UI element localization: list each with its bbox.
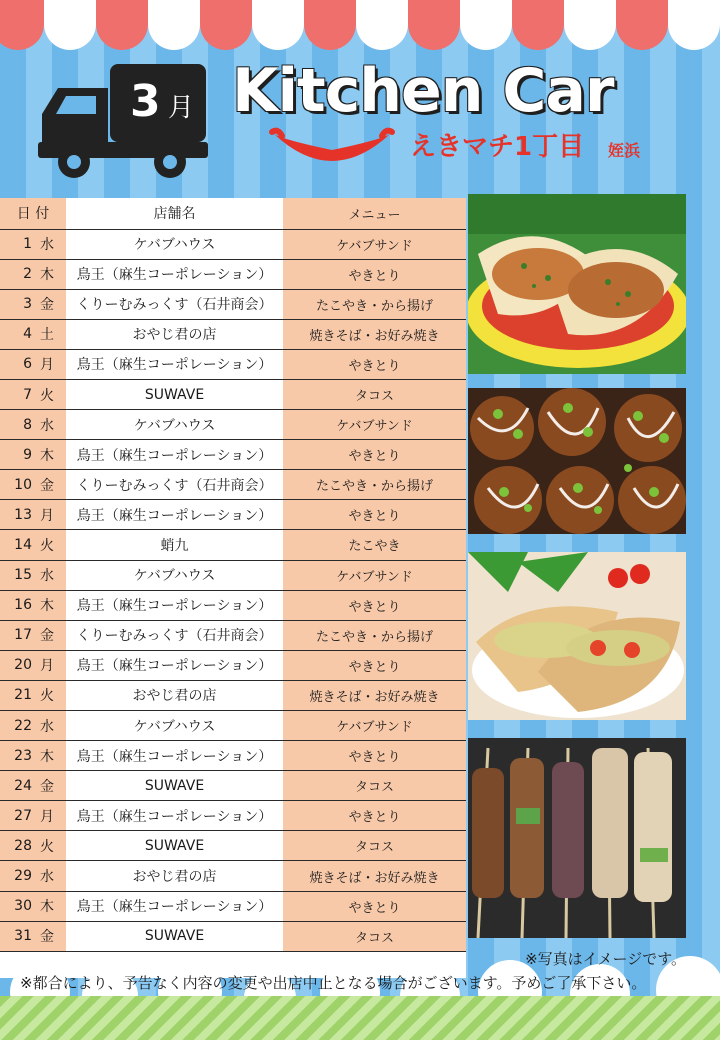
cell-day: 1	[0, 229, 38, 259]
cell-menu: やきとり	[283, 741, 466, 771]
cell-day: 9	[0, 440, 38, 470]
awning-scallop	[668, 0, 720, 50]
yakitori-photo	[468, 738, 686, 938]
awning-scallop	[460, 0, 512, 50]
cell-day: 14	[0, 530, 38, 560]
page-subtitle: えきマチ1丁目	[410, 132, 585, 162]
table-row	[0, 680, 466, 710]
awning-scallop	[616, 0, 668, 50]
cell-day: 30	[0, 891, 38, 921]
kebab-sandwich-photo	[468, 552, 686, 720]
cell-shop: おやじ君の店	[66, 319, 283, 349]
table-row	[0, 831, 466, 861]
cell-shop: おやじ君の店	[66, 680, 283, 710]
cell-shop: 鳥王（麻生コーポレーション）	[66, 741, 283, 771]
truck-icon	[34, 62, 209, 182]
cell-shop: おやじ君の店	[66, 861, 283, 891]
table-row	[0, 410, 466, 440]
awning-scallop	[408, 0, 460, 50]
table-row	[0, 530, 466, 560]
awning-scallop	[252, 0, 304, 50]
cell-shop: 鳥王（麻生コーポレーション）	[66, 590, 283, 620]
cell-menu: やきとり	[283, 500, 466, 530]
cell-menu: タコス	[283, 921, 466, 951]
cell-shop: 鳥王（麻生コーポレーション）	[66, 259, 283, 289]
awning-banner	[0, 0, 720, 52]
cell-weekday: 木	[38, 440, 66, 470]
table-row	[0, 771, 466, 801]
table-row	[0, 259, 466, 289]
awning-scallop	[148, 0, 200, 50]
table-row	[0, 590, 466, 620]
cell-shop: くりーむみっくす（石井商会）	[66, 289, 283, 319]
cell-day: 31	[0, 921, 38, 951]
cell-menu: ケバブサンド	[283, 560, 466, 590]
cell-weekday: 木	[38, 891, 66, 921]
cell-day: 3	[0, 289, 38, 319]
table-header-row	[0, 198, 466, 229]
cell-menu: ケバブサンド	[283, 229, 466, 259]
cell-weekday: 水	[38, 861, 66, 891]
cell-weekday: 金	[38, 921, 66, 951]
cell-weekday: 金	[38, 771, 66, 801]
cell-weekday: 月	[38, 349, 66, 379]
takoyaki-photo	[468, 388, 686, 534]
table-row	[0, 650, 466, 680]
table-row	[0, 349, 466, 379]
cell-day: 24	[0, 771, 38, 801]
cell-day: 2	[0, 259, 38, 289]
cell-day: 28	[0, 831, 38, 861]
location-label: 姪浜	[608, 141, 641, 160]
cell-menu: たこやき・から揚げ	[283, 470, 466, 500]
cell-day: 16	[0, 590, 38, 620]
awning-scallop	[200, 0, 252, 50]
cell-day: 4	[0, 319, 38, 349]
tacos-photo	[468, 194, 686, 374]
table-row	[0, 711, 466, 741]
table-row	[0, 440, 466, 470]
awning-scallop	[564, 0, 616, 50]
cell-menu: 焼きそば・お好み焼き	[283, 861, 466, 891]
cell-day: 10	[0, 470, 38, 500]
header-day: 日 付	[0, 198, 66, 229]
cell-weekday: 月	[38, 500, 66, 530]
cell-menu: やきとり	[283, 801, 466, 831]
cell-shop: 鳥王（麻生コーポレーション）	[66, 440, 283, 470]
cell-weekday: 火	[38, 831, 66, 861]
cell-shop: ケバブハウス	[66, 229, 283, 259]
cell-menu: やきとり	[283, 590, 466, 620]
table-row	[0, 741, 466, 771]
cell-weekday: 金	[38, 620, 66, 650]
cell-weekday: 火	[38, 379, 66, 409]
cell-weekday: 水	[38, 229, 66, 259]
header-menu: メニュー	[283, 198, 466, 229]
table-row	[0, 801, 466, 831]
cell-weekday: 金	[38, 470, 66, 500]
cell-shop: 鳥王（麻生コーポレーション）	[66, 349, 283, 379]
page-title: Kitchen Car	[232, 56, 614, 126]
cell-weekday: 金	[38, 289, 66, 319]
header-shop: 店舗名	[66, 198, 283, 229]
disclaimer-note: ※都合により、予告なく内容の変更や出店中止となる場合がございます。予めご了承下さい。	[20, 974, 647, 992]
cell-shop: ケバブハウス	[66, 410, 283, 440]
cell-shop: SUWAVE	[66, 379, 283, 409]
cell-shop: 鳥王（麻生コーポレーション）	[66, 891, 283, 921]
cell-shop: SUWAVE	[66, 771, 283, 801]
cell-shop: SUWAVE	[66, 831, 283, 861]
table-row	[0, 319, 466, 349]
cell-weekday: 水	[38, 560, 66, 590]
cell-menu: 焼きそば・お好み焼き	[283, 319, 466, 349]
cell-weekday: 火	[38, 680, 66, 710]
cell-menu: やきとり	[283, 259, 466, 289]
cell-menu: たこやき・から揚げ	[283, 289, 466, 319]
cell-weekday: 火	[38, 530, 66, 560]
cell-day: 23	[0, 741, 38, 771]
cell-menu: タコス	[283, 379, 466, 409]
cell-day: 15	[0, 560, 38, 590]
awning-scallop	[0, 0, 44, 50]
smile-icon	[268, 126, 396, 166]
photo-note: ※写真はイメージです。	[525, 950, 686, 968]
cell-shop: くりーむみっくす（石井商会）	[66, 620, 283, 650]
cell-shop: ケバブハウス	[66, 711, 283, 741]
table-row	[0, 891, 466, 921]
awning-scallop	[356, 0, 408, 50]
cell-weekday: 土	[38, 319, 66, 349]
cell-weekday: 月	[38, 801, 66, 831]
table-row	[0, 289, 466, 319]
cell-menu: たこやき	[283, 530, 466, 560]
cell-weekday: 水	[38, 410, 66, 440]
schedule-table	[0, 198, 466, 978]
cell-menu: 焼きそば・お好み焼き	[283, 680, 466, 710]
cell-weekday: 木	[38, 741, 66, 771]
cell-menu: たこやき・から揚げ	[283, 620, 466, 650]
cell-weekday: 木	[38, 590, 66, 620]
table-row	[0, 379, 466, 409]
cell-day: 22	[0, 711, 38, 741]
table-row	[0, 500, 466, 530]
table-row	[0, 470, 466, 500]
cell-day: 6	[0, 349, 38, 379]
cell-shop: くりーむみっくす（石井商会）	[66, 470, 283, 500]
cell-shop: SUWAVE	[66, 921, 283, 951]
cell-weekday: 月	[38, 650, 66, 680]
awning-scallop	[44, 0, 96, 50]
cell-menu: やきとり	[283, 440, 466, 470]
cell-day: 7	[0, 379, 38, 409]
cell-menu: やきとり	[283, 650, 466, 680]
table-row	[0, 560, 466, 590]
month-number: 3	[130, 76, 161, 127]
cell-shop: ケバブハウス	[66, 560, 283, 590]
table-row	[0, 229, 466, 259]
cell-day: 27	[0, 801, 38, 831]
cell-menu: タコス	[283, 831, 466, 861]
awning-scallop	[512, 0, 564, 50]
cell-weekday: 水	[38, 711, 66, 741]
awning-scallop	[304, 0, 356, 50]
month-unit: 月	[168, 93, 195, 123]
cell-day: 8	[0, 410, 38, 440]
cell-day: 29	[0, 861, 38, 891]
cell-menu: タコス	[283, 771, 466, 801]
cell-menu: ケバブサンド	[283, 410, 466, 440]
cell-menu: ケバブサンド	[283, 711, 466, 741]
cell-day: 20	[0, 650, 38, 680]
table-row	[0, 861, 466, 891]
cell-menu: やきとり	[283, 349, 466, 379]
table-row	[0, 620, 466, 650]
cell-day: 21	[0, 680, 38, 710]
cell-weekday: 木	[38, 259, 66, 289]
cell-shop: 鳥王（麻生コーポレーション）	[66, 500, 283, 530]
awning-scallop	[96, 0, 148, 50]
cell-day: 17	[0, 620, 38, 650]
cell-shop: 鳥王（麻生コーポレーション）	[66, 650, 283, 680]
grass-decoration	[0, 996, 720, 1040]
cell-shop: 鳥王（麻生コーポレーション）	[66, 801, 283, 831]
cell-day: 13	[0, 500, 38, 530]
cell-menu: やきとり	[283, 891, 466, 921]
cell-shop: 蛸九	[66, 530, 283, 560]
